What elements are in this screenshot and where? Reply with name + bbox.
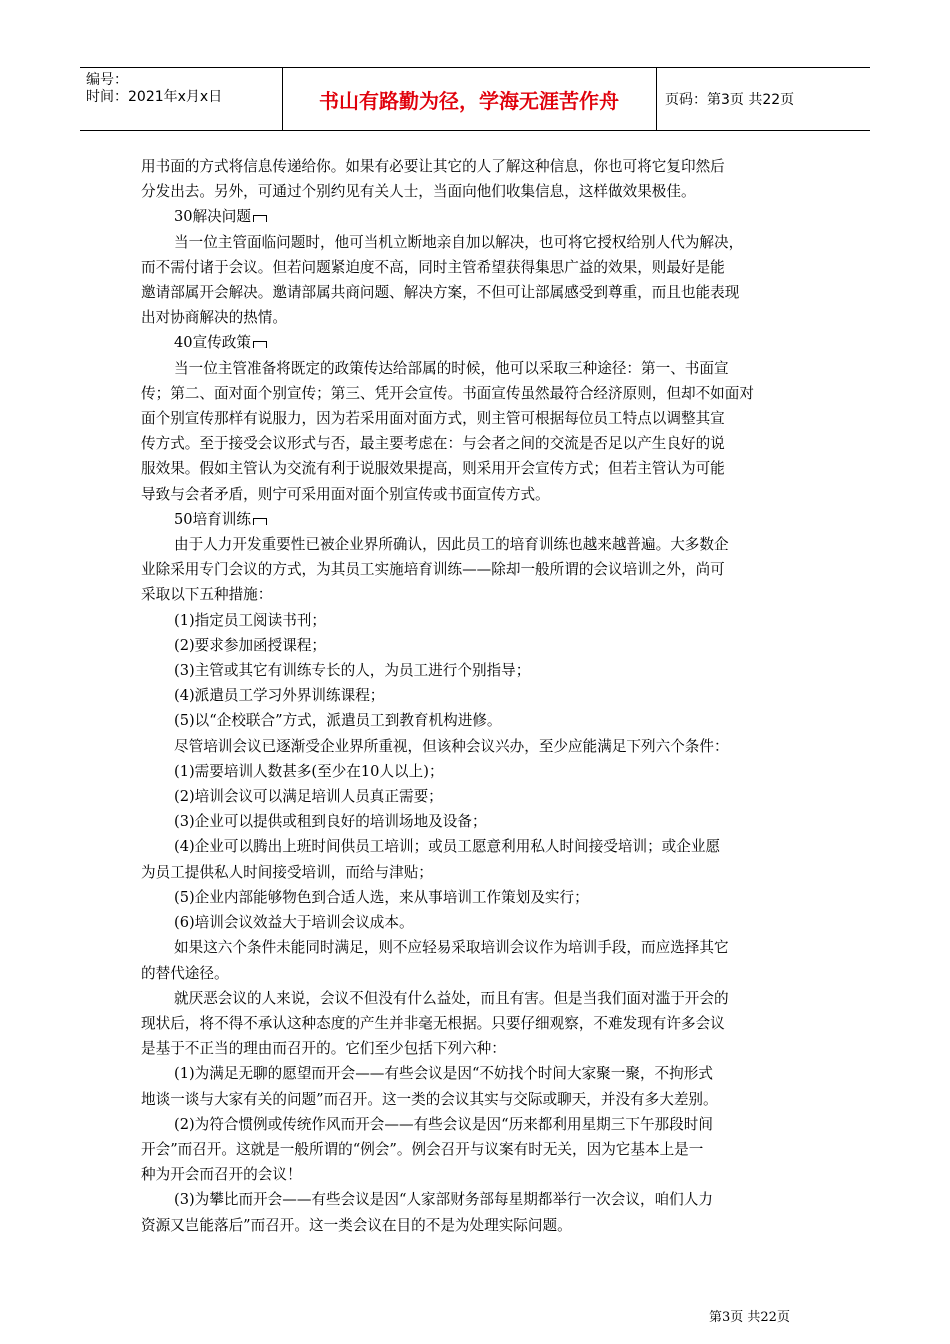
header-page-number: 页码：第3页 共22页 (665, 92, 795, 108)
text-line: 资源又岂能落后”而召开。这一类会议在目的不是为处理实际问题。 (141, 1216, 572, 1234)
list-item: (1)为满足无聊的愿望而开会——有些会议是因“不妨找个时间大家聚一聚，不拘形式 (174, 1065, 713, 1083)
text-line: 用书面的方式将信息传递给你。如果有必要让其它的人了解这种信息，你也可将它复印然后 (141, 158, 725, 175)
list-item: (6)培训会议效益大于培训会议成本。 (174, 914, 414, 932)
number-label: 编号： (86, 72, 128, 88)
text-line: 现状后，将不得不承认这种态度的产生并非毫无根据。只要仔细观察，不难发现有许多会议 (141, 1014, 725, 1032)
text-line: 的替代途径。 (141, 964, 229, 982)
text-line: 开会”而召开。这就是一般所谓的“例会”。例会召开与议案有时无关，因为它基本上是一 (141, 1140, 704, 1158)
list-item: (4)企业可以腾出上班时间供员工培训；或员工愿意利用私人时间接受培训；或企业愿 (174, 838, 721, 856)
text-line: 邀请部属开会解决。邀请部属共商问题、解决方案，不但可让部属感受到尊重，而且也能表现 (141, 284, 740, 302)
list-item: (3)为攀比而开会——有些会议是因“人家部财务部每星期都举行一次会议，咱们人力 (174, 1191, 713, 1209)
header-meta (80, 68, 282, 130)
text-line: 由于人力开发重要性已被企业界所确认，因此员工的培育训练也越来越普遍。大多数企 (174, 536, 729, 554)
text-line: 尽管培训会议已逐渐受企业界所重视，但该种会议兴办，至少应能满足下列六个条件： (174, 737, 729, 755)
text-line: 采取以下五种措施： (141, 586, 273, 604)
page-footer: 第3页 共22页 (709, 1310, 790, 1325)
text-line: 当一位主管准备将既定的政策传达给部属的时候，他可以采取三种途径：第一、书面宣 (174, 359, 729, 377)
list-item: (3)企业可以提供或租到良好的培训场地及设备； (174, 813, 487, 831)
text-line: 如果这六个条件未能同时满足，则不应轻易采取培训会议作为培训手段，而应选择其它 (174, 939, 729, 957)
list-item: (4)派遣员工学习外界训练课程； (174, 687, 385, 705)
header-motto: 书山有路勤为径，学海无涯苦作舟 (319, 88, 619, 113)
text-line: 种为开会而召开的会议！ (141, 1166, 302, 1184)
text-line: 传；第二、面对面个别宣传；第三、凭开会宣传。书面宣传虽然最符合经济原则，但却不如面对 (141, 384, 754, 402)
text-line: 业除采用专门会议的方式，为其员工实施培育训练——除却一般所谓的会议培训之外，尚可 (141, 561, 725, 579)
text-line: 是基于不正当的理由而召开的。它们至少包括下列六种： (141, 1040, 506, 1058)
text-line: 分发出去。另外，可通过个别约见有关人士，当面向他们收集信息，这样做效果极佳。 (141, 183, 696, 201)
text-line: 导致与会者矛盾，则宁可采用面对面个别宣传或书面宣传方式。 (141, 485, 550, 503)
text-line: 传方式。至于接受会议形式与否，最主要考虑在：与会者之间的交流是否足以产生良好的说 (141, 435, 725, 453)
text-line: 为员工提供私人时间接受培训，而给与津贴； (141, 863, 433, 881)
section-heading: 30解决问题 (141, 204, 811, 229)
list-item: (5)企业内部能够物色到合适人选，来从事培训工作策划及实行； (174, 888, 589, 906)
section-heading: 40宣传政策 (141, 330, 811, 355)
section-heading: 50培育训练 (141, 507, 811, 532)
text-line: 面个别宣传那样有说服力，因为若采用面对面方式，则主管可根据每位员工特点以调整其宣 (141, 410, 725, 428)
date-label: 时间：2021年x月x日 (86, 89, 223, 105)
text-line: 当一位主管面临问题时，他可当机立断地亲自加以解决，也可将它授权给别人代为解决， (174, 233, 744, 251)
document-body (141, 154, 811, 1238)
text-line: 就厌恶会议的人来说，会议不但没有什么益处，而且有害。但是当我们面对滥于开会的 (174, 989, 729, 1007)
list-item: (1)需要培训人数甚多(至少在10人以上)； (174, 762, 444, 780)
text-line: 服效果。假如主管认为交流有利于说服效果提高，则采用开会宣传方式；但若主管认为可能 (141, 460, 725, 478)
list-item: (1)指定员工阅读书刊； (174, 611, 327, 629)
list-item: (2)要求参加函授课程； (174, 636, 327, 654)
text-line: 出对协商解决的热情。 (141, 309, 287, 327)
text-line: 而不需付诸于会议。但若问题紧迫度不高，同时主管希望获得集思广益的效果，则最好是能 (141, 258, 725, 276)
text-line: 地谈一谈与大家有关的问题”而召开。这一类的会议其实与交际或聊天，并没有多大差别。 (141, 1090, 718, 1108)
list-item: (5)以“企校联合”方式，派遣员工到教育机构进修。 (174, 712, 502, 730)
list-item: (2)培训会议可以满足培训人员真正需要； (174, 788, 443, 806)
page-header (80, 67, 870, 131)
list-item: (3)主管或其它有训练专长的人，为员工进行个别指导； (174, 662, 531, 680)
list-item: (2)为符合惯例或传统作风而开会——有些会议是因“历来都利用星期三下午那段时间 (174, 1115, 713, 1133)
